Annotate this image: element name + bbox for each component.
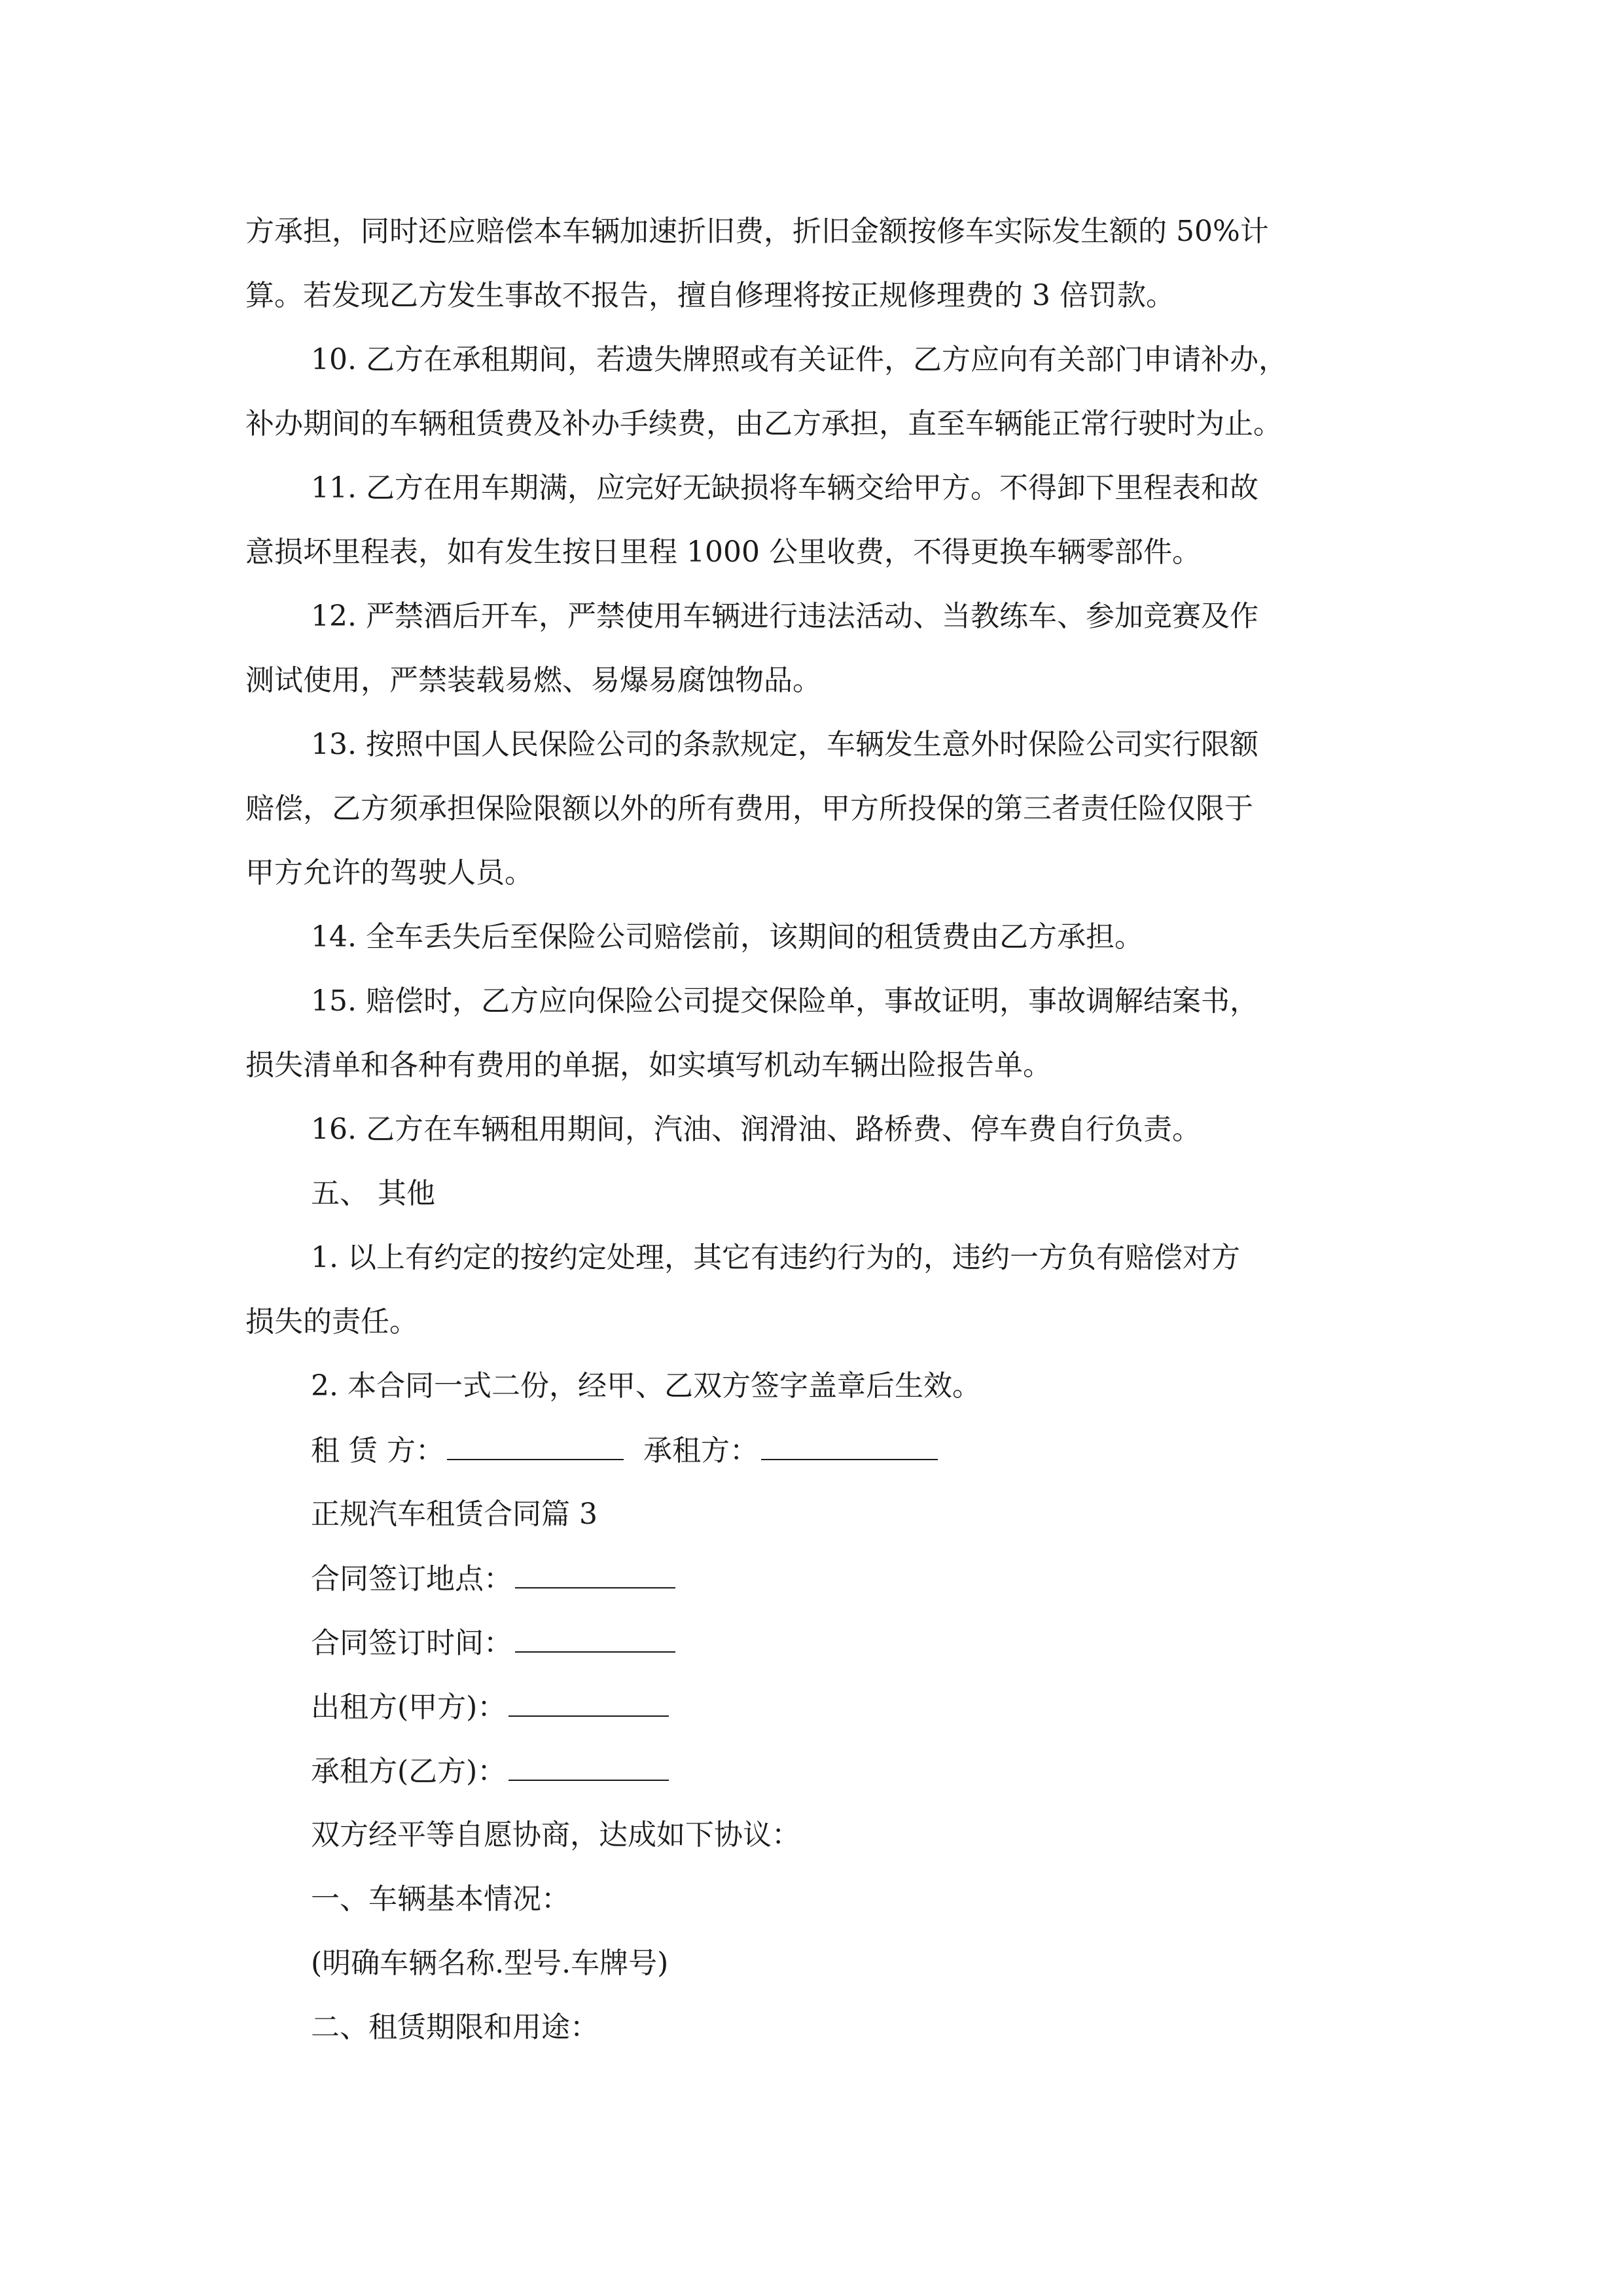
clause-other-1: 1. 以上有约定的按约定处理，其它有违约行为的，违约一方负有赔偿对方 [311, 1241, 1240, 1274]
signature-line [245, 1418, 1387, 1482]
field-label: 出租方(甲方)： [311, 1691, 507, 1724]
lessor-label: 租 赁 方： [311, 1434, 444, 1467]
clause-14: 14. 全车丢失后至保险公司赔偿前，该期间的租赁费由乙方承担。 [311, 920, 1143, 954]
paragraph-line: 方承担，同时还应赔偿本车辆加速折旧费，折旧金额按修车实际发生额的 50%计 [245, 215, 1269, 248]
paragraph-line: 赔偿，乙方须承担保险限额以外的所有费用，甲方所投保的第三者责任险仅限于 [245, 792, 1253, 825]
document-body [245, 200, 1387, 2060]
clause-10: 10. 乙方在承租期间，若遗失牌照或有关证件，乙方应向有关部门申请补办， [311, 343, 1287, 376]
paragraph-line: 测试使用，严禁装载易燃、易爆易腐蚀物品。 [245, 664, 821, 697]
field-sign-time [245, 1611, 1387, 1675]
sign-place-blank[interactable] [515, 1547, 675, 1588]
section-heading-other: 五、 其他 [311, 1177, 435, 1210]
lessee-label: 承租方： [643, 1434, 758, 1467]
field-label: 合同签订时间： [311, 1626, 512, 1660]
clause-15: 15. 赔偿时，乙方应向保险公司提交保险单，事故证明，事故调解结案书， [311, 984, 1258, 1018]
lessor-party-blank[interactable] [508, 1675, 669, 1717]
clause-12: 12. 严禁酒后开车，严禁使用车辆进行违法活动、当教练车、参加竞赛及作 [311, 600, 1258, 633]
paragraph-line: 甲方允许的驾驶人员。 [245, 856, 533, 889]
clause-other-2: 2. 本合同一式二份，经甲、乙双方签字盖章后生效。 [311, 1369, 981, 1403]
paragraph-line: 算。若发现乙方发生事故不报告，擅自修理将按正规修理费的 3 倍罚款。 [245, 279, 1175, 312]
clause-16: 16. 乙方在车辆租用期间，汽油、润滑油、路桥费、停车费自行负责。 [311, 1113, 1201, 1146]
vehicle-info-note: (明确车辆名称.型号.车牌号) [311, 1946, 669, 1980]
paragraph-line: 意损坏里程表，如有发生按日里程 1000 公里收费，不得更换车辆零部件。 [245, 535, 1201, 569]
lessee-blank[interactable] [761, 1418, 938, 1460]
section-title: 正规汽车租赁合同篇 3 [311, 1498, 597, 1531]
field-lessee [245, 1739, 1387, 1803]
paragraph-line: 补办期间的车辆租赁费及补办手续费，由乙方承担，直至车辆能正常行驶时为止。 [245, 407, 1282, 440]
paragraph-line: 损失清单和各种有费用的单据，如实填写机动车辆出险报告单。 [245, 1049, 1052, 1082]
sign-time-blank[interactable] [515, 1611, 675, 1653]
field-lessor [245, 1675, 1387, 1739]
section-lease-term: 二、租赁期限和用途： [311, 2011, 599, 2044]
field-label: 承租方(乙方)： [311, 1755, 507, 1788]
lessee-party-blank[interactable] [508, 1739, 669, 1781]
section-vehicle-info: 一、车辆基本情况： [311, 1882, 570, 1916]
clause-11: 11. 乙方在用车期满，应完好无缺损将车辆交给甲方。不得卸下里程表和故 [311, 471, 1258, 505]
field-sign-place [245, 1547, 1387, 1611]
field-label: 合同签订地点： [311, 1562, 512, 1596]
paragraph-line: 损失的责任。 [245, 1305, 418, 1338]
agreement-intro: 双方经平等自愿协商，达成如下协议： [311, 1818, 800, 1852]
clause-13: 13. 按照中国人民保险公司的条款规定，车辆发生意外时保险公司实行限额 [311, 728, 1258, 761]
lessor-blank[interactable] [447, 1418, 624, 1460]
